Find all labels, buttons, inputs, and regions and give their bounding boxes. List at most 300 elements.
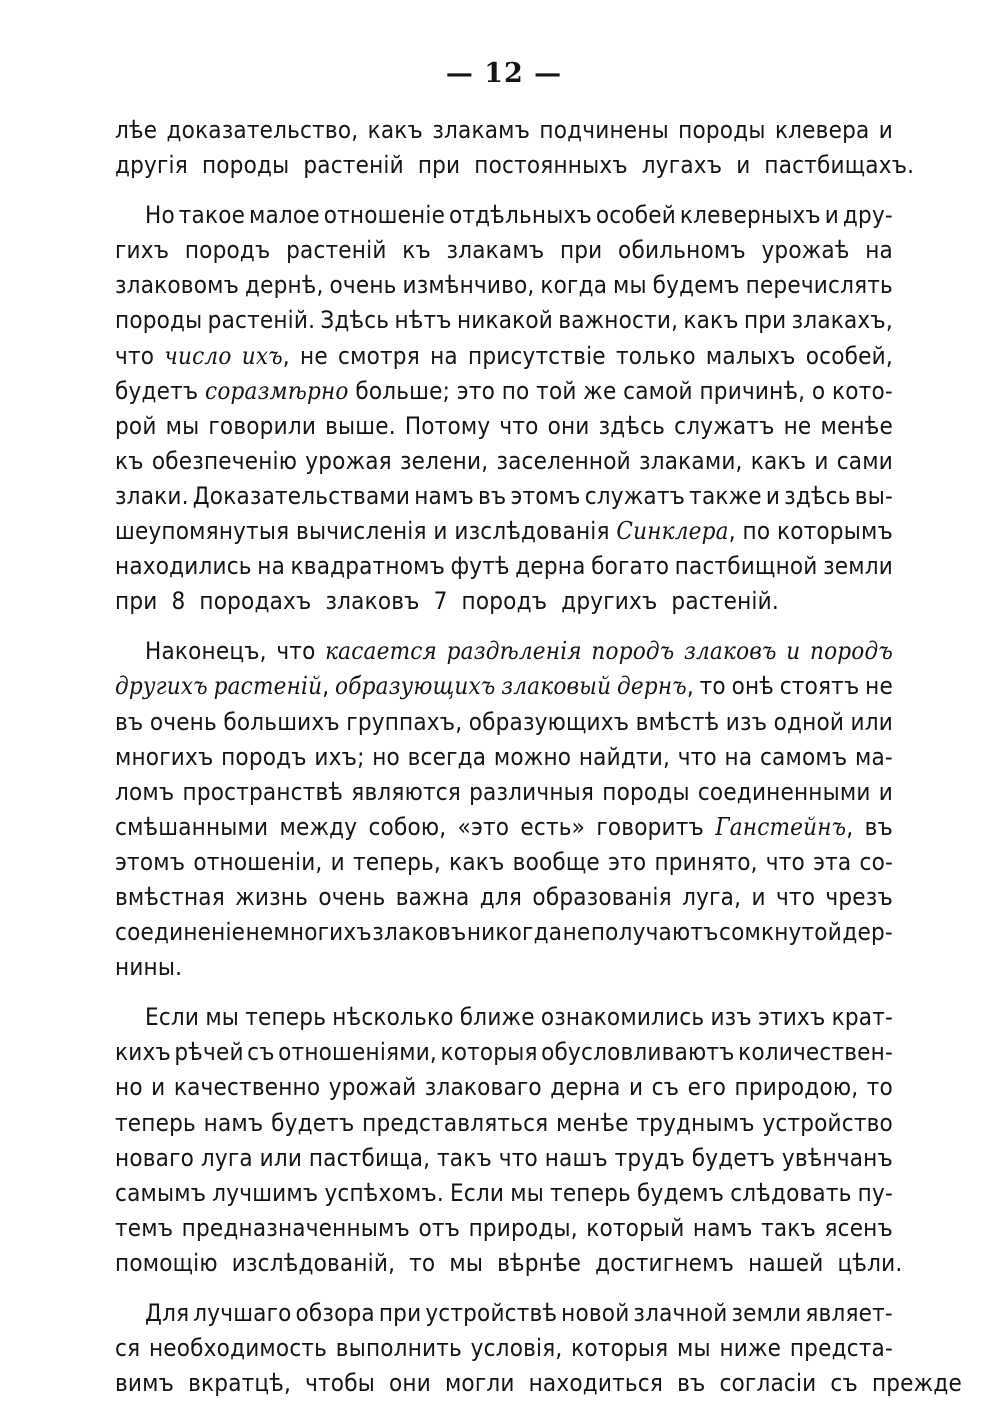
word: самомъ xyxy=(759,742,848,771)
word: и xyxy=(151,1073,166,1102)
word: нѣсколько xyxy=(332,1003,454,1032)
word: футѣ xyxy=(450,552,510,581)
word: сомкнутой xyxy=(719,918,842,947)
word: по xyxy=(742,517,771,546)
text-line xyxy=(115,409,893,444)
word: не xyxy=(783,411,812,440)
word: это xyxy=(608,847,647,876)
word: одной xyxy=(773,707,845,736)
italic-word: соразмѣрно xyxy=(205,376,349,405)
word: новой xyxy=(561,1299,630,1327)
word xyxy=(591,634,674,669)
word: теперь xyxy=(550,1178,631,1207)
text-line xyxy=(115,584,893,619)
word: къ xyxy=(402,236,431,265)
word: растеній, xyxy=(213,672,330,701)
text-line xyxy=(115,1070,893,1105)
word: ясенъ xyxy=(824,1213,893,1242)
italic-word: ихъ xyxy=(241,341,283,370)
word: растеній. xyxy=(207,306,316,335)
word: очень xyxy=(318,882,386,911)
word: здѣсь xyxy=(784,481,851,510)
word: пастбищахъ. xyxy=(764,151,915,180)
word: являются xyxy=(351,777,461,806)
word: новаго xyxy=(115,1143,195,1172)
word: будетъ xyxy=(691,1143,776,1172)
italic-word: число xyxy=(164,341,232,370)
word: слѣдовать xyxy=(730,1178,852,1207)
word: другія xyxy=(115,151,188,180)
word: что xyxy=(677,742,717,771)
word xyxy=(335,669,495,704)
text-line xyxy=(115,549,893,584)
word: труднымъ xyxy=(636,1108,755,1137)
word: 8 xyxy=(171,587,186,616)
word: злакамъ xyxy=(446,236,545,265)
word xyxy=(164,339,231,374)
word: и xyxy=(736,151,751,180)
word: дру- xyxy=(842,201,893,230)
word: нашей xyxy=(748,1248,824,1277)
word: чтобы xyxy=(305,1369,375,1398)
word: говорили xyxy=(208,411,317,440)
word: отношеніи, xyxy=(193,847,323,876)
word: не xyxy=(865,672,893,701)
word: Если xyxy=(449,1178,505,1207)
word: выполнить xyxy=(335,1334,462,1363)
word: больше; xyxy=(355,376,451,405)
word: такъ xyxy=(437,1143,492,1172)
word: обильномъ xyxy=(618,236,746,265)
word xyxy=(684,634,777,669)
word: что xyxy=(765,847,805,876)
word: въ xyxy=(864,812,893,841)
word: гихъ xyxy=(115,236,170,265)
word: дер- xyxy=(842,918,893,947)
word: ихъ, xyxy=(241,341,290,370)
word: ся xyxy=(115,1334,141,1363)
paragraph-gap xyxy=(115,619,893,634)
word: также xyxy=(689,481,762,510)
paragraph xyxy=(115,1000,903,1281)
word: злаковомъ xyxy=(115,271,240,300)
word: и xyxy=(330,847,345,876)
word: мы xyxy=(510,1178,544,1207)
word: постоянныхъ xyxy=(474,151,628,180)
word: урожай xyxy=(328,1073,417,1102)
word: будемъ xyxy=(637,1178,725,1207)
word: помощію xyxy=(115,1248,218,1277)
word: измѣнчиво, xyxy=(402,271,535,300)
word: большихъ xyxy=(223,707,340,736)
word: его xyxy=(687,1073,727,1102)
word: какъ xyxy=(449,847,505,876)
page-number: — 12 — xyxy=(445,58,563,89)
word: не xyxy=(300,341,328,370)
word: и xyxy=(433,517,448,546)
word: дерна xyxy=(515,552,586,581)
word: особей xyxy=(595,201,676,230)
text-line xyxy=(115,705,893,740)
word: которыя xyxy=(571,1334,669,1363)
word: эта xyxy=(813,847,852,876)
word: что xyxy=(499,411,539,440)
word: очень xyxy=(149,707,217,736)
word: то xyxy=(866,1073,893,1102)
word: увѣнчанъ xyxy=(781,1143,893,1172)
word: нашъ xyxy=(544,1143,608,1172)
word: чрезъ xyxy=(825,882,893,911)
word: собою, xyxy=(368,812,447,841)
word: перечислять xyxy=(745,271,893,300)
word: предназначеннымъ xyxy=(181,1213,411,1242)
word: подчинены xyxy=(539,116,669,144)
word: для xyxy=(479,882,523,911)
word: самой xyxy=(623,376,693,405)
book-page xyxy=(115,52,962,1401)
paragraph xyxy=(115,198,893,619)
word: въ xyxy=(477,481,507,510)
word: это xyxy=(456,376,496,405)
word: предста- xyxy=(789,1334,893,1363)
word: самымъ xyxy=(115,1178,207,1207)
word: никакой xyxy=(456,306,554,335)
word: доказательство, xyxy=(166,116,359,144)
italic-word: касается xyxy=(325,637,438,666)
text-line xyxy=(115,198,893,233)
word: Потому xyxy=(404,411,491,440)
word: въ xyxy=(677,1369,706,1398)
word: соединеніе xyxy=(115,918,246,947)
text-line xyxy=(115,514,893,549)
word: породъ xyxy=(184,236,271,265)
word: злачной xyxy=(633,1299,728,1327)
word: мы xyxy=(449,1248,484,1277)
text-line xyxy=(115,303,893,338)
word: другихъ xyxy=(561,587,658,616)
word: рѣчей xyxy=(174,1038,244,1067)
text-line xyxy=(115,810,893,845)
word: той xyxy=(536,376,577,405)
word: такое xyxy=(178,201,246,230)
word: никогда xyxy=(466,918,563,947)
word: отношеніями, xyxy=(278,1038,437,1067)
word: которыя xyxy=(440,1038,538,1067)
word: группахъ, xyxy=(346,707,463,736)
italic-word: Синклера xyxy=(616,517,729,546)
text-line xyxy=(115,1296,893,1331)
word xyxy=(810,634,893,669)
word: получаютъ xyxy=(590,918,719,947)
word: представляться xyxy=(362,1108,549,1137)
word: пу- xyxy=(857,1178,893,1207)
word: какъ xyxy=(367,116,423,144)
word: растеній xyxy=(286,236,387,265)
word: при xyxy=(115,587,158,616)
word: мы xyxy=(677,1334,711,1363)
italic-word: растеній xyxy=(213,672,323,701)
word: не xyxy=(562,918,591,947)
italic-word: злаковъ xyxy=(684,637,777,666)
word: о xyxy=(811,376,826,405)
word: «это xyxy=(457,812,510,841)
word: и xyxy=(751,882,766,911)
word: мы xyxy=(165,411,200,440)
word: этомъ xyxy=(115,847,186,876)
word: то xyxy=(409,1248,436,1277)
word: нѣтъ xyxy=(394,306,452,335)
word: породы xyxy=(115,306,203,335)
word: служатъ xyxy=(674,411,775,440)
word: и xyxy=(878,116,893,144)
word: что xyxy=(115,341,155,370)
word: важна xyxy=(395,882,470,911)
word: въ xyxy=(115,707,144,736)
word: ниже xyxy=(719,1334,782,1363)
word: смѣшанными xyxy=(115,812,269,841)
word: будемъ xyxy=(652,271,740,300)
word: вкратцѣ, xyxy=(188,1369,292,1398)
word: дернѣ, xyxy=(244,271,324,300)
word: квадратномъ xyxy=(290,552,446,581)
word: особей, xyxy=(805,341,893,370)
word: необходимость xyxy=(148,1334,328,1363)
word: жизнь xyxy=(235,882,309,911)
italic-word: злаковый xyxy=(501,672,612,701)
word: вмѣстѣ xyxy=(635,707,720,736)
word: вычисленія xyxy=(296,517,427,546)
word: вмѣстная xyxy=(115,882,225,911)
word: злаковъ xyxy=(325,587,420,616)
word xyxy=(447,634,582,669)
word: этихъ xyxy=(757,1003,826,1032)
word: рой xyxy=(115,411,157,440)
word: клевера xyxy=(774,116,870,144)
word: вимъ xyxy=(115,1369,175,1398)
word: успѣхомъ. xyxy=(324,1178,444,1207)
word: которымъ xyxy=(776,517,893,546)
word: многихъ xyxy=(115,742,214,771)
text-line xyxy=(115,775,893,810)
word: урожая xyxy=(305,446,392,475)
word: согласіи xyxy=(719,1369,817,1398)
word: и xyxy=(878,777,893,806)
word: что xyxy=(498,1143,538,1172)
word: между xyxy=(279,812,358,841)
word: обусловливаютъ xyxy=(541,1038,735,1067)
word: земли xyxy=(731,1299,802,1327)
word: что xyxy=(775,882,816,911)
word: Наконецъ, xyxy=(145,637,267,666)
word xyxy=(115,669,208,704)
word: ихъ; xyxy=(314,742,365,771)
word: зелени, xyxy=(400,446,489,475)
word: клеверныхъ xyxy=(679,201,821,230)
word: природы, xyxy=(468,1213,578,1242)
word: крат- xyxy=(831,1003,893,1032)
word: изъ xyxy=(725,707,768,736)
text-line xyxy=(115,634,893,669)
italic-word: и xyxy=(786,637,801,666)
word: Если xyxy=(145,1003,200,1032)
word: изслѣдованій, xyxy=(231,1248,396,1277)
word: такъ xyxy=(761,1213,816,1242)
word: выше. xyxy=(325,411,396,440)
word: различныя xyxy=(469,777,595,806)
word: и xyxy=(824,201,840,230)
word: этомъ xyxy=(510,481,581,510)
text-line xyxy=(115,233,893,268)
word: отдѣльныхъ xyxy=(448,201,592,230)
text-line xyxy=(115,339,893,374)
word: со- xyxy=(859,847,893,876)
word: смотря xyxy=(338,341,420,370)
word: малое xyxy=(248,201,320,230)
paragraph xyxy=(115,1296,962,1401)
word: темъ xyxy=(115,1213,174,1242)
text-line xyxy=(115,148,915,183)
word: будетъ xyxy=(115,376,199,405)
word: лугахъ xyxy=(641,151,723,180)
word: всегда xyxy=(407,742,487,771)
word: Для xyxy=(145,1299,190,1327)
word: образующихъ xyxy=(468,707,630,736)
text-line xyxy=(115,950,893,985)
word: качественно xyxy=(173,1073,321,1102)
word: породъ xyxy=(461,587,548,616)
word: соединенными xyxy=(697,777,871,806)
paragraph-gap xyxy=(115,183,893,198)
word: и xyxy=(765,481,781,510)
text-line xyxy=(115,1141,893,1176)
word: на xyxy=(724,742,753,771)
word: найдти, xyxy=(578,742,671,771)
word: присутствіе xyxy=(468,341,606,370)
word: отъ xyxy=(418,1213,461,1242)
word: породахъ xyxy=(199,587,312,616)
word: говоритъ xyxy=(596,812,704,841)
word: стоятъ xyxy=(779,672,860,701)
word: есть» xyxy=(520,812,586,841)
word: богато xyxy=(591,552,670,581)
word: намъ xyxy=(692,1213,753,1242)
word: намъ xyxy=(203,1108,264,1137)
word: теперь xyxy=(245,1003,327,1032)
word: по xyxy=(501,376,530,405)
word: къ xyxy=(115,446,144,475)
word: злакамъ xyxy=(432,116,531,144)
word: пространствѣ xyxy=(182,777,344,806)
text-line xyxy=(115,1211,893,1246)
word xyxy=(205,374,349,409)
text-line xyxy=(115,444,893,479)
word: на xyxy=(257,552,286,581)
paragraph-gap xyxy=(115,985,893,1000)
word: луга, xyxy=(682,882,742,911)
word: злаковаго xyxy=(424,1073,542,1102)
word: устройство xyxy=(762,1108,893,1137)
word: вы- xyxy=(854,481,893,510)
word: злаками, xyxy=(639,446,743,475)
word xyxy=(501,669,611,704)
italic-word: образующихъ xyxy=(335,672,496,701)
word: но xyxy=(372,742,400,771)
word: Ганстейнъ, xyxy=(715,812,854,841)
paragraph-gap xyxy=(115,1281,893,1296)
text-line xyxy=(115,1366,962,1401)
italic-word: породъ xyxy=(591,637,675,666)
word: когда xyxy=(540,271,608,300)
text-line xyxy=(115,915,893,950)
word: ознакомились xyxy=(540,1003,705,1032)
word: теперь, xyxy=(353,847,441,876)
word: дернъ, xyxy=(616,672,694,701)
word: злаки. xyxy=(115,481,189,510)
word: заселенной xyxy=(496,446,631,475)
word: какъ xyxy=(683,306,739,335)
text-line xyxy=(115,1000,893,1035)
word: кото- xyxy=(832,376,893,405)
word: сами xyxy=(836,446,893,475)
italic-word: породъ xyxy=(809,637,893,666)
word: шеупомянутыя xyxy=(115,517,290,546)
word: прежде xyxy=(871,1369,962,1398)
text-line xyxy=(115,113,893,148)
word: намъ xyxy=(414,481,474,510)
word: немногихъ xyxy=(245,918,372,947)
word: или xyxy=(850,707,893,736)
word: образованія xyxy=(532,882,672,911)
word: будетъ xyxy=(271,1108,355,1137)
word: теперь xyxy=(115,1108,196,1137)
word: при xyxy=(378,1299,422,1327)
word: менѣе xyxy=(820,411,893,440)
word: цѣли. xyxy=(837,1248,903,1277)
word: съ xyxy=(651,1073,680,1102)
word: который xyxy=(586,1213,685,1242)
word: что xyxy=(276,637,316,666)
word: лучшаго xyxy=(193,1299,292,1327)
word: на xyxy=(865,236,893,265)
paragraph xyxy=(115,634,893,985)
word: и xyxy=(629,1073,644,1102)
word: изъ xyxy=(710,1003,752,1032)
word: породы xyxy=(201,151,290,180)
italic-word: раздѣленія xyxy=(446,637,582,666)
text-line xyxy=(115,1106,893,1141)
word: лѣе xyxy=(115,116,158,144)
word: мы xyxy=(613,271,647,300)
word: только xyxy=(615,341,696,370)
word: растеній xyxy=(303,151,404,180)
word: какъ xyxy=(750,446,807,475)
text-line xyxy=(115,740,893,775)
text-line xyxy=(115,669,893,704)
word: устройствѣ xyxy=(425,1299,558,1327)
word: лучшимъ xyxy=(212,1178,319,1207)
word: злакахъ, xyxy=(791,306,893,335)
word: служатъ xyxy=(584,481,686,510)
word: мы xyxy=(205,1003,240,1032)
word: на xyxy=(430,341,458,370)
text-line xyxy=(115,479,893,514)
word: при xyxy=(559,236,603,265)
word xyxy=(325,634,437,669)
text-line xyxy=(115,1246,903,1281)
text-line xyxy=(115,880,893,915)
word: при xyxy=(417,151,461,180)
word: ближе xyxy=(459,1003,535,1032)
